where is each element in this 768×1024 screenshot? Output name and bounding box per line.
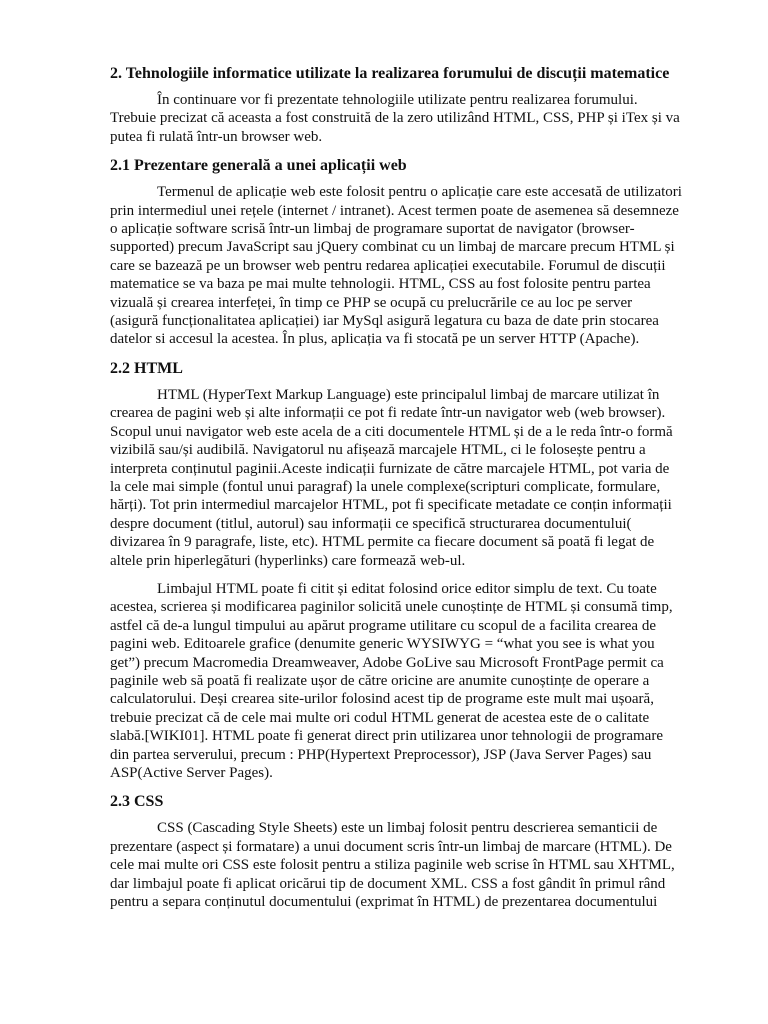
section-2-3-paragraph: CSS (Cascading Style Sheets) este un limbaj folosit pentru descrierea semanticii de prezentare (aspect și formatare) a unui document scris într-un limbaj de marcare (HTML). De cele mai multe ori CSS este folosit pentru a stiliza paginile web scrise în HTML sau XHTML, dar limbajul poate fi aplicat oricărui tip de document XML. CSS a fost gândit în primul rând pentru a separa conținutul documentului (exprimat în HTML) de prezentarea documentului xyxy=(110,820,675,911)
section-heading-2-2: 2.2 HTML xyxy=(110,359,183,377)
document-page xyxy=(110,64,682,921)
section-2-2-paragraph-1: HTML (HyperText Markup Language) este principalul limbaj de marcare utilizat în crearea de pagini web și alte informații ce pot fi redate într-un navigator web (web browser). Scopul unui navigator web este acela de a citi documentele HTML și de a le reda într-o formă vizibilă sau/și audibilă. Navigatorul nu afișează marcajele HTML, ci le folosește pentru a interpreta conținutul paginii.Aceste indicații furnizate de către marcajele HTML, pot varia de la cele mai simple (fontul unui paragraf) la unele complexe(scripturi complicate, formulare, hărți). Tot prin intermediul marcajelor HTML, pot fi specificate metadate ce conțin informații despre document (titlul, autorul) sau informații ce specifică structurarea documentului( divizarea în 9 paragrafe, liste, etc). HTML permite ca fiecare document să poată fi legat de altele prin hiperlegături (hyperlinks) care formează web-ul. xyxy=(110,386,673,569)
intro-paragraph: În continuare vor fi prezentate tehnologiile utilizate pentru realizarea forumului. Trebuie precizat că aceasta a fost construită de la zero utilizând HTML, CSS, PHP și iTex și va putea fi rulată într-un browser web. xyxy=(110,92,680,145)
section-heading-2-3: 2.3 CSS xyxy=(110,793,164,811)
section-heading-2-1: 2.1 Prezentare generală a unei aplicații web xyxy=(110,157,407,175)
section-2-2-paragraph-2: Limbajul HTML poate fi citit și editat folosind orice editor simplu de text. Cu toate acestea, scrierea și modificarea paginilor solicită unele cunoștințe de HTML și consumă timp, astfel că de-a lungul timpului au apărut programe utilitare cu scopul de a facilita crearea de pagini web. Editoarele grafice (denumite generic WYSIWYG = “what you see is what you get”) precum Macromedia Dreamweaver, Adobe GoLive sau Microsoft FrontPage permit ca paginile web să poată fi realizate ușor de către oricine are anumite cunoștințe de operare a calculatorului. Deși crearea site-urilor folosind acest tip de programe este mult mai ușoară, trebuie precizat că de cele mai multe ori codul HTML generat de acestea este de o calitate slabă.[WIKI01]. HTML poate fi generat direct prin utilizarea unor tehnologii de programare din partea serverului, precum : PHP(Hypertext Preprocessor), JSP (Java Server Pages) sau ASP(Active Server Pages). xyxy=(110,580,673,781)
chapter-heading: 2. Tehnologiile informatice utilizate la realizarea forumului de discuții matematice xyxy=(110,65,670,82)
section-2-1-paragraph: Termenul de aplicație web este folosit pentru o aplicație care este accesată de utilizatori prin intermediul unei rețele (internet / intranet). Acest termen poate de asemenea să desemneze o aplicație software scrisă într-un limbaj de programare suportat de navigator (browser-supported) precum JavaScript sau jQuery combinat cu un limbaj de marcare precum HTML și care se bazează pe un browser web pentru redarea aplicației executabile. Forumul de discuții matematice se va baza pe mai multe tehnologii. HTML, CSS au fost folosite pentru partea vizuală și crearea interfeței, în timp ce PHP se ocupă cu prelucrările ce au loc pe server (asigură funcționalitatea aplicației) iar MySql asigură legatura cu baza de date prin stocarea datelor si accesul la acestea. În plus, aplicația va fi stocată pe un server HTTP (Apache). xyxy=(110,184,682,348)
